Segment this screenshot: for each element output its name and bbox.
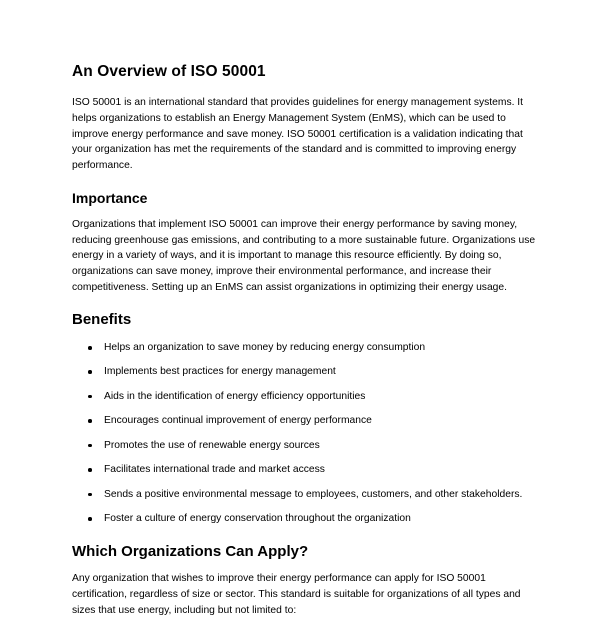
list-item: Foster a culture of energy conservation throughout the organization — [72, 511, 542, 526]
benefits-list — [72, 340, 542, 527]
list-item: Promotes the use of renewable energy sources — [72, 438, 542, 453]
section-heading-importance: Importance — [72, 189, 148, 206]
section-heading-which-organizations-can-apply: Which Organizations Can Apply? — [72, 542, 309, 560]
list-item: Encourages continual improvement of energy performance — [72, 413, 542, 428]
list-item: Implements best practices for energy management — [72, 364, 542, 379]
section-paragraph-which-organizations-can-apply: Any organization that wishes to improve their energy performance can apply for ISO 50001 certification, regardless of size or sector. This standard is suitable for organizations of all types and sizes that use energy, including but not limited to: — [72, 573, 521, 616]
list-item: Sends a positive environmental message to employees, customers, and other stakeholders. — [72, 487, 542, 502]
intro-paragraph: ISO 50001 is an international standard that provides guidelines for energy management systems. It helps organizations to establish an Energy Management System (EnMS), which can be used to improve energy performance and save money. ISO 50001 certification is a validation indicating that your organization has met the requirements of the standard and is committed to improving energy performance. — [72, 97, 524, 171]
section-heading-benefits: Benefits — [72, 311, 132, 329]
list-item: Helps an organization to save money by reducing energy consumption — [72, 340, 542, 355]
list-item: Facilitates international trade and market access — [72, 462, 542, 477]
page-title: An Overview of ISO 50001 — [72, 63, 266, 80]
list-item: Aids in the identification of energy efficiency opportunities — [72, 389, 542, 404]
section-paragraph-importance: Organizations that implement ISO 50001 can improve their energy performance by saving money, reducing greenhouse gas emissions, and contributing to a more sustainable future. Organizations use energy in a variety of ways, and it is important to manage this resource efficiently. By doing so, organizations can save money, improve their environmental performance, and increase their competitiveness. Setting up an EnMS can assist organizations in optimizing their energy usage. — [72, 219, 536, 293]
